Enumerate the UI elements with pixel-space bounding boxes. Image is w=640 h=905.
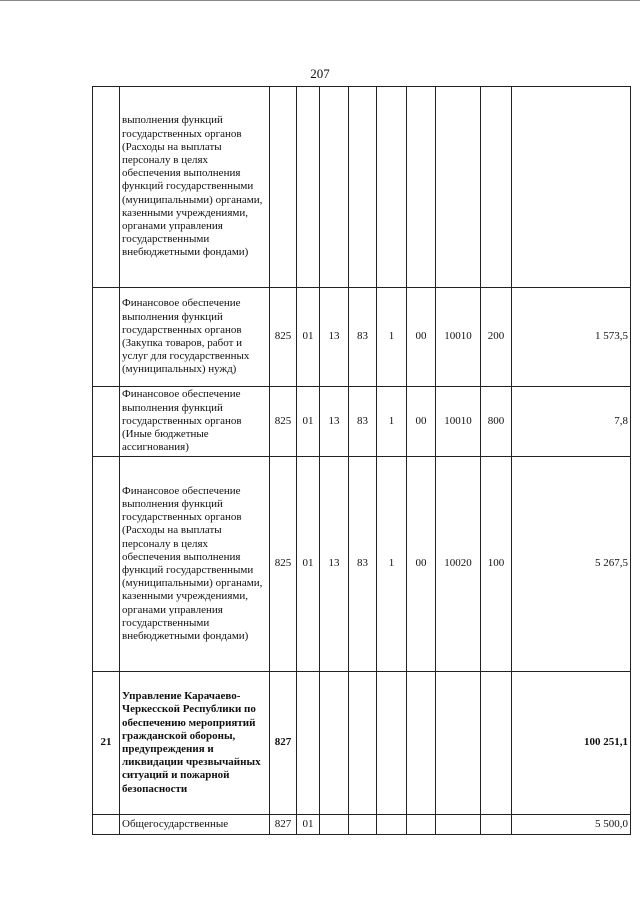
row-name: выполнения функций государственных органов (Расходы на выплаты персоналу в целях обеспечения выполнения функций государственными (муниципальными) органами, казенными учреждениями, органами управления государственными внебюджетными фондами) <box>120 87 270 288</box>
program-code <box>349 815 377 835</box>
top-edge-line <box>0 0 640 1</box>
subsection-code <box>320 815 349 835</box>
direction-code: 10010 <box>436 288 481 387</box>
subprogram-code: 1 <box>377 457 407 672</box>
subsection-code <box>320 672 349 815</box>
subprogram-code: 1 <box>377 387 407 457</box>
table-row <box>93 387 631 457</box>
agency-code: 827 <box>270 815 297 835</box>
table-row <box>93 87 631 288</box>
section-code: 01 <box>297 288 320 387</box>
row-name: Общегосударственные <box>120 815 270 835</box>
table-row <box>93 672 631 815</box>
expense-type-code <box>481 87 512 288</box>
program-code <box>349 672 377 815</box>
subprogram-code <box>377 815 407 835</box>
subsection-code: 13 <box>320 457 349 672</box>
subsection-code <box>320 87 349 288</box>
direction-code <box>436 87 481 288</box>
direction-code: 10010 <box>436 387 481 457</box>
program-code: 83 <box>349 387 377 457</box>
subprogram-code <box>377 672 407 815</box>
direction-code <box>436 815 481 835</box>
row-index <box>93 387 120 457</box>
program-code: 83 <box>349 457 377 672</box>
event-code: 00 <box>407 457 436 672</box>
expense-type-code: 100 <box>481 457 512 672</box>
agency-code: 825 <box>270 387 297 457</box>
event-code <box>407 672 436 815</box>
table-row <box>93 815 631 835</box>
event-code: 00 <box>407 288 436 387</box>
row-index <box>93 815 120 835</box>
row-name: Финансовое обеспечение выполнения функций государственных органов (Закупка товаров, работ и услуг для государственных (муниципальных) нужд) <box>120 288 270 387</box>
amount: 1 573,5 <box>512 288 631 387</box>
amount: 5 500,0 <box>512 815 631 835</box>
table-row <box>93 288 631 387</box>
table-row <box>93 457 631 672</box>
row-index: 21 <box>93 672 120 815</box>
direction-code <box>436 672 481 815</box>
event-code: 00 <box>407 387 436 457</box>
budget-table <box>92 86 631 835</box>
subprogram-code <box>377 87 407 288</box>
expense-type-code: 200 <box>481 288 512 387</box>
section-code <box>297 672 320 815</box>
expense-type-code: 800 <box>481 387 512 457</box>
expense-type-code <box>481 815 512 835</box>
section-code: 01 <box>297 387 320 457</box>
section-code: 01 <box>297 457 320 672</box>
row-index <box>93 457 120 672</box>
agency-code: 825 <box>270 457 297 672</box>
row-name: Управление Карачаево-Черкесской Республики по обеспечению мероприятий гражданской обороны, предупреждения и ликвидации чрезвычайных ситуаций и пожарной безопасности <box>120 672 270 815</box>
agency-code: 827 <box>270 672 297 815</box>
direction-code: 10020 <box>436 457 481 672</box>
agency-code: 825 <box>270 288 297 387</box>
event-code <box>407 815 436 835</box>
subsection-code: 13 <box>320 288 349 387</box>
program-code <box>349 87 377 288</box>
section-code: 01 <box>297 815 320 835</box>
amount: 100 251,1 <box>512 672 631 815</box>
subsection-code: 13 <box>320 387 349 457</box>
row-name: Финансовое обеспечение выполнения функций государственных органов (Иные бюджетные ассигнования) <box>120 387 270 457</box>
program-code: 83 <box>349 288 377 387</box>
expense-type-code <box>481 672 512 815</box>
event-code <box>407 87 436 288</box>
subprogram-code: 1 <box>377 288 407 387</box>
row-index <box>93 87 120 288</box>
amount: 7,8 <box>512 387 631 457</box>
agency-code <box>270 87 297 288</box>
amount: 5 267,5 <box>512 457 631 672</box>
amount <box>512 87 631 288</box>
row-index <box>93 288 120 387</box>
section-code <box>297 87 320 288</box>
page-number: 207 <box>310 66 330 81</box>
row-name: Финансовое обеспечение выполнения функций государственных органов (Расходы на выплаты персоналу в целях обеспечения выполнения функций государственными (муниципальными) органами, казенными учреждениями, органами управления государственными внебюджетными фондами) <box>120 457 270 672</box>
